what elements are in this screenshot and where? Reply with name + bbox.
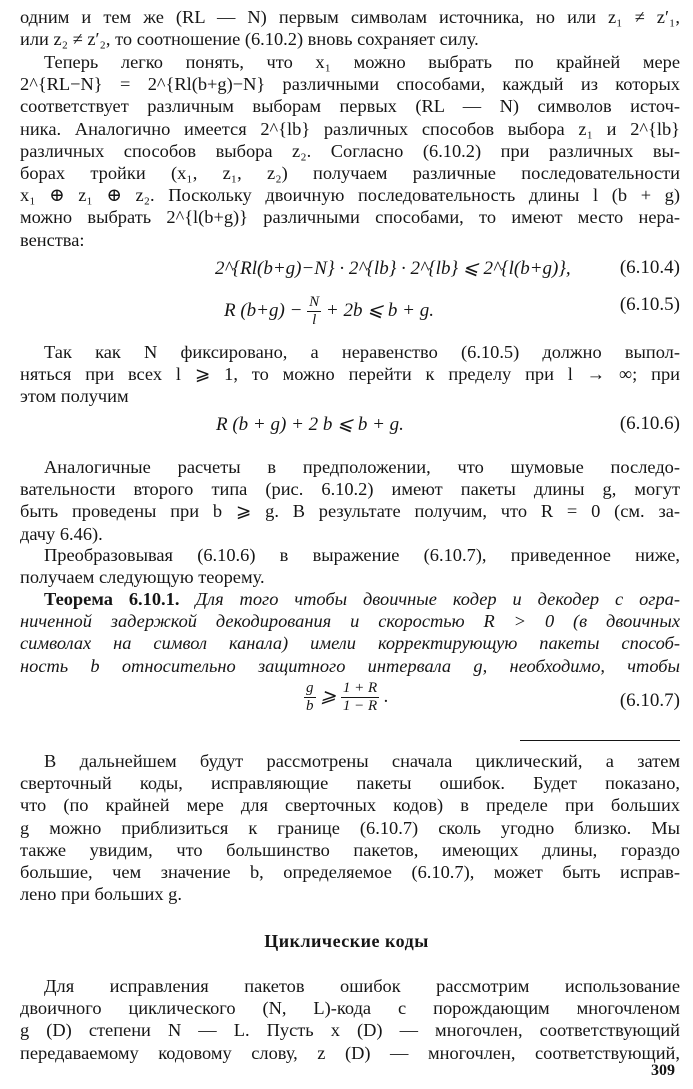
text-line: борах тройки (x₁, z₁, z₂) получаем различные последовательности — [20, 163, 680, 184]
fraction-denominator: 1 − R — [342, 698, 378, 714]
paragraph-limit — [20, 341, 680, 408]
text-line: x₁ ⊕ z₁ ⊕ z₂. Поскольку двоичную последовательность длины l (b + g) — [20, 185, 680, 206]
text-line: большие, чем значение b, определяемое (6.10.7), может быть исправ- — [20, 862, 680, 883]
text-line: получаем следующую теорему. — [20, 567, 265, 588]
text-line: g (D) степени N — L. Пусть x (D) — многочлен, соответствующий — [20, 1020, 680, 1041]
text-line: дачу 6.46). — [20, 523, 103, 544]
equation-6-10-4 — [20, 257, 680, 285]
equation-6-10-6 — [20, 413, 680, 441]
text-line: двоичного циклического (N, L)-кода с порождающим многочленом — [20, 998, 680, 1019]
text-line: 2^{RL−N} = 2^{Rl(b+g)−N} различными способами, каждый из которых — [20, 74, 680, 95]
fraction-numerator: 1 + R — [342, 680, 378, 696]
formula-right: + 2b ⩽ b + g. — [325, 299, 434, 321]
equation-formula: R (b + g) + 2 b ⩽ b + g. — [216, 414, 404, 435]
fraction-denominator: l — [312, 312, 317, 328]
text-line: можно выбрать 2^{l(b+g)} различными способами, то имеют место нера- — [20, 207, 680, 228]
text-line: венства: — [20, 229, 85, 250]
text-line: одним и тем же (RL — N) первым символам источника, но или z₁ ≠ z′₁, — [20, 7, 680, 27]
equation-formula — [224, 294, 434, 329]
text-line: ника. Аналогично имеется 2^{lb} различных способов выбора z₁ и 2^{lb} — [20, 118, 680, 139]
text-line: няться при всех l ⩾ 1, то можно перейти к пределу при l → ∞; при — [20, 364, 680, 385]
text-line: вательности второго типа (рис. 6.10.2) имеют пакеты длины g, могут — [20, 479, 680, 500]
text-line — [20, 588, 680, 610]
paragraph-continuation — [20, 6, 680, 50]
equation-formula: 2^{Rl(b+g)−N} · 2^{lb} · 2^{lb} ⩽ 2^{l(b+g)}, — [215, 258, 571, 279]
theorem-text: Для того чтобы двоичные кодер и декодер с огра- — [195, 589, 680, 609]
equation-number: (6.10.5) — [619, 294, 680, 315]
text-line: ниченной задержкой декодирования и скоростью R > 0 (в двоичных — [20, 611, 680, 632]
text-line: Теперь легко понять, что x₁ можно выбрать по крайней мере — [44, 52, 680, 72]
text-line: В дальнейшем будут рассмотрены сначала циклический, а затем — [44, 751, 680, 771]
end-of-theorem-rule — [520, 740, 680, 741]
theorem-6-10-1 — [20, 588, 680, 677]
text-line: Преобразовывая (6.10.6) в выражение (6.10.7), приведенное ниже, — [44, 545, 680, 565]
text-line: Аналогичные расчеты в предположении, что шумовые последо- — [44, 457, 680, 477]
text-line: ность b относительно защитного интервала g, необходимо, чтобы — [20, 655, 680, 676]
equation-6-10-7 — [20, 680, 680, 714]
paragraph-counting-argument — [20, 51, 680, 251]
fraction — [304, 680, 316, 715]
equation-formula — [304, 680, 389, 715]
equation-number: (6.10.7) — [619, 690, 680, 711]
text-line: сверточный коды, исправляющие пакеты ошибок. Будет показано, — [20, 773, 680, 794]
theorem-label: Теорема 6.10.1. — [44, 589, 180, 609]
text-line: лено при больших g. — [20, 884, 182, 905]
relation-sign: ⩾ — [320, 685, 337, 707]
text-line: Так как N фиксировано, а неравенство (6.10.5) должно выпол- — [44, 342, 680, 362]
text-line: этом получим — [20, 386, 129, 407]
equation-number: (6.10.4) — [619, 257, 680, 278]
paragraph-transform — [20, 544, 680, 588]
text-line: что (по крайней мере для сверточных кодов) в пределе при больших — [20, 795, 680, 816]
fraction-numerator: g — [306, 680, 314, 696]
text-line: символах на символ канала) имели корректирующую пакеты способ- — [20, 633, 680, 654]
text-line: быть проведены при b ⩾ g. В результате получим, что R = 0 (см. за- — [20, 501, 680, 522]
text-line: также увидим, что большинство пакетов, имеющих длины, гораздо — [20, 839, 680, 860]
text-line: Для исправления пакетов ошибок рассмотрим использование — [44, 976, 680, 996]
paragraph-cyclic-codes — [20, 975, 680, 1064]
paragraph-outlook — [20, 750, 680, 905]
fraction — [341, 680, 379, 715]
equation-tail: . — [383, 685, 389, 707]
text-line: g можно приблизиться к границе (6.10.7) сколь угодно близко. Мы — [20, 817, 680, 838]
page-number: 309 — [651, 1062, 675, 1079]
fraction-denominator: b — [306, 698, 314, 714]
text-line: различных способов выбора z₂. Согласно (6.10.2) при различных вы- — [20, 140, 680, 161]
section-heading: Циклические коды — [264, 931, 429, 951]
fraction — [307, 294, 321, 329]
paragraph-analogous — [20, 456, 680, 545]
fraction-numerator: N — [309, 294, 320, 310]
text-line: или z₂ ≠ z′₂, то соотношение (6.10.2) вновь сохраняет силу. — [20, 29, 479, 50]
equation-number: (6.10.6) — [619, 413, 680, 434]
formula-left: R (b+g) − — [224, 299, 303, 321]
text-line: соответствует различным выборам первых (RL — N) символов источ- — [20, 96, 680, 117]
text-line: передаваемому кодовому слову, z (D) — многочлен, соответствующий, — [20, 1042, 680, 1063]
equation-6-10-5 — [20, 290, 680, 328]
